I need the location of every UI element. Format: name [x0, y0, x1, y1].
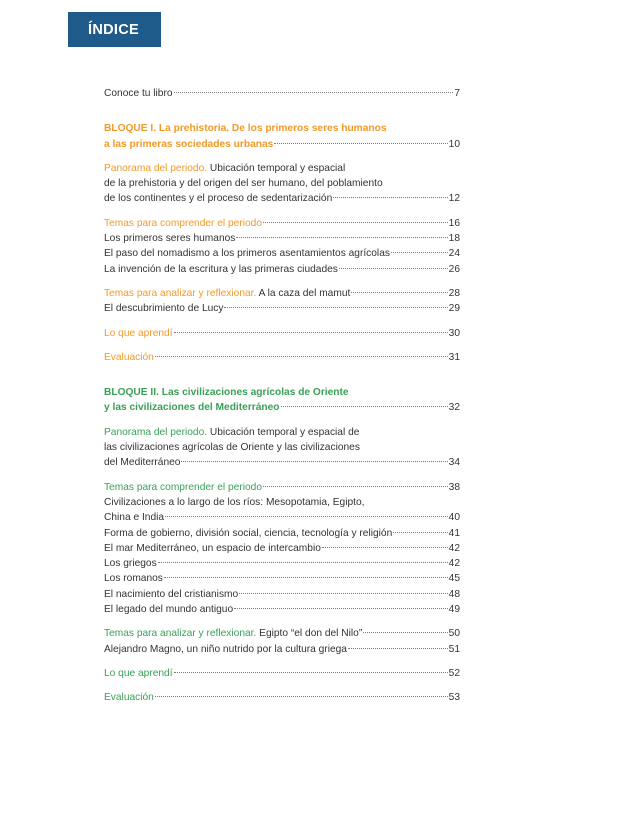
page-number: 24: [448, 248, 460, 260]
page-number: 16: [448, 217, 460, 229]
page-number: 45: [448, 573, 460, 585]
toc-topic[interactable]: Alejandro Magno, un niño nutrido por la cultura griega 51: [104, 642, 460, 657]
toc-bloque-1-panorama[interactable]: Panorama del periodo. Ubicación temporal y espacial de la prehistoria y del origen del ser humano, del poblamiento de los continentes y el proceso de sedentarización 12: [104, 161, 460, 207]
table-of-contents: [104, 86, 460, 706]
toc-topic[interactable]: Forma de gobierno, división social, ciencia, tecnología y religión 41: [104, 526, 460, 541]
page-number: 38: [448, 481, 460, 493]
toc-entry-intro[interactable]: Conoce tu libro 7: [104, 86, 460, 101]
page-number: 7: [454, 88, 460, 99]
page-number: 30: [448, 327, 460, 339]
page-number: 50: [448, 628, 460, 640]
index-title: ÍNDICE: [88, 22, 139, 38]
page-number: 41: [448, 527, 460, 539]
page-number: 29: [448, 303, 460, 315]
toc-topic[interactable]: El legado del mundo antiguo 49: [104, 602, 460, 617]
toc-bloque-2-temas[interactable]: Temas para comprender el periodo 38: [104, 480, 460, 495]
toc-bloque-1-evaluacion[interactable]: Evaluación 31: [104, 350, 460, 365]
toc-topic[interactable]: Los griegos 42: [104, 556, 460, 571]
toc-bloque-1-analizar[interactable]: Temas para analizar y reflexionar. A la caza del mamut 28: [104, 286, 460, 301]
toc-bloque-2-aprendi[interactable]: Lo que aprendí 52: [104, 666, 460, 681]
page-number: 52: [448, 667, 460, 679]
page-number: 31: [448, 351, 460, 363]
page-number: 49: [448, 604, 460, 616]
page-number: 34: [448, 457, 460, 469]
page-number: 12: [448, 193, 460, 205]
toc-bloque-2-analizar[interactable]: Temas para analizar y reflexionar. Egipto “el don del Nilo” 50: [104, 626, 460, 641]
toc-bloque-1-aprendi[interactable]: Lo que aprendí 30: [104, 326, 460, 341]
toc-bloque-2-panorama[interactable]: Panorama del periodo. Ubicación temporal y espacial de las civilizaciones agrícolas de Oriente y las civilizaciones del Mediterráneo 34: [104, 425, 460, 471]
toc-topic[interactable]: Los primeros seres humanos 18: [104, 231, 460, 246]
page-number: 51: [448, 643, 460, 655]
toc-bloque-2-title[interactable]: BLOQUE II. Las civilizaciones agrícolas de Oriente y las civilizaciones del Mediterráneo 32: [104, 385, 460, 416]
toc-topic[interactable]: El mar Mediterráneo, un espacio de intercambio 42: [104, 541, 460, 556]
toc-topic[interactable]: La invención de la escritura y las primeras ciudades 26: [104, 262, 460, 277]
toc-topic[interactable]: Civilizaciones a lo largo de los ríos: Mesopotamia, Egipto, China e India 40: [104, 495, 460, 526]
page-number: 10: [448, 138, 460, 150]
toc-bloque-2-evaluacion[interactable]: Evaluación 53: [104, 690, 460, 705]
page-number: 48: [448, 588, 460, 600]
page-number: 53: [448, 692, 460, 704]
index-header-tab: [68, 12, 161, 47]
toc-bloque-1-temas[interactable]: Temas para comprender el periodo 16: [104, 216, 460, 231]
page-number: 42: [448, 542, 460, 554]
page-number: 40: [448, 512, 460, 524]
page-number: 32: [448, 402, 460, 414]
page-number: 42: [448, 558, 460, 570]
page-number: 28: [448, 287, 460, 299]
page-number: 18: [448, 233, 460, 245]
toc-bloque-1-title[interactable]: BLOQUE I. La prehistoria. De los primeros seres humanos a las primeras sociedades urbanas 10: [104, 121, 460, 152]
toc-topic[interactable]: El nacimiento del cristianismo 48: [104, 587, 460, 602]
page-number: 26: [448, 263, 460, 275]
toc-topic[interactable]: Los romanos 45: [104, 571, 460, 586]
toc-topic[interactable]: El descubrimiento de Lucy 29: [104, 301, 460, 316]
toc-topic[interactable]: El paso del nomadismo a los primeros asentamientos agrícolas 24: [104, 246, 460, 261]
